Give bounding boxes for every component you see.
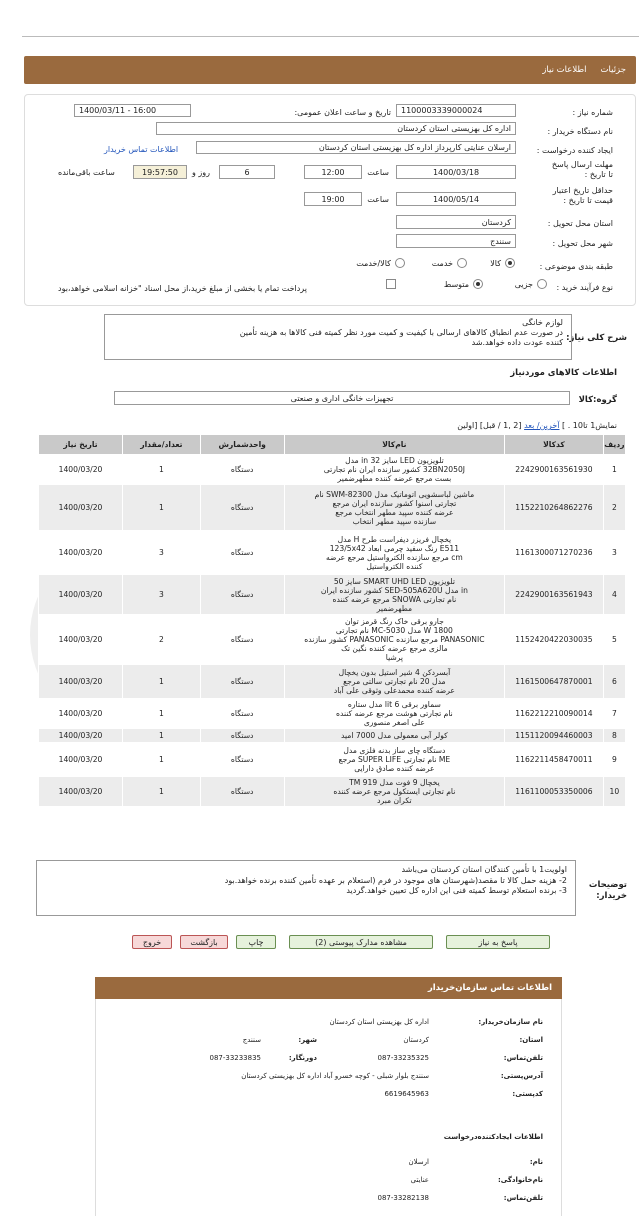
tab-need-info[interactable]: اطلاعات نیاز xyxy=(542,65,587,75)
contact-title: اطلاعات تماس سازمان‌خریدار xyxy=(95,977,562,999)
province-label: استان محل تحویل : xyxy=(547,219,613,228)
cell-code: 1162211458470011 xyxy=(505,743,604,777)
remaining-time-field: 19:57:50 xyxy=(133,165,187,179)
cell-name xyxy=(284,531,504,575)
contact-panel xyxy=(95,977,562,1216)
cell-row: 5 xyxy=(603,615,625,665)
cell-name xyxy=(284,777,504,807)
cell-date: 1400/03/20 xyxy=(39,455,123,485)
exit-button[interactable]: خروج xyxy=(132,935,172,949)
table-row xyxy=(39,531,626,575)
group-field: تجهیزات خانگی اداری و صنعتی xyxy=(114,391,570,405)
notes-line-2: 2- هزینه حمل کالا تا مقصد(شهرستان های موجود در فرم (استعلام بر عهده تأمین کننده برنده خواهد.بود xyxy=(224,875,567,885)
cell-row: 3 xyxy=(603,531,625,575)
cell-unit: دستگاه xyxy=(200,665,284,699)
cell-unit: دستگاه xyxy=(200,743,284,777)
cell-name xyxy=(284,575,504,615)
notes-line-3: 3- برنده استعلام توسط کمیته فنی این اداره کل تعیین خواهد.گردید xyxy=(346,886,567,895)
cell-date: 1400/03/20 xyxy=(39,665,123,699)
cell-qty: 1 xyxy=(123,729,201,743)
cell-date: 1400/03/20 xyxy=(39,729,123,743)
cell-unit: دستگاه xyxy=(200,729,284,743)
creator-label: ایجاد کننده درخواست : xyxy=(536,146,613,155)
cell-code: 1152210264862276 xyxy=(505,485,604,531)
print-button[interactable]: چاپ xyxy=(236,935,276,949)
item-name-line: جارو برقی خاک رنگ قرمز توان xyxy=(344,617,444,626)
cell-code: 1161300071270236 xyxy=(505,531,604,575)
cell-row: 1 xyxy=(603,455,625,485)
contact-city-value: سنندج xyxy=(242,1036,261,1044)
item-name-line: 1800 W مدل MC-5030 نام تجارتی xyxy=(335,626,453,635)
col-qty: تعداد/مقدار xyxy=(123,435,201,455)
cell-row: 2 xyxy=(603,485,625,531)
cell-name xyxy=(284,699,504,729)
category-label: طبقه بندی موضوعی : xyxy=(539,262,613,271)
cell-name xyxy=(284,455,504,485)
creator-family-value: عنایتی xyxy=(410,1176,429,1184)
province-field: کردستان xyxy=(396,215,516,229)
summary-box xyxy=(104,314,572,360)
cell-date: 1400/03/20 xyxy=(39,743,123,777)
goods-table xyxy=(38,434,626,807)
cell-row: 4 xyxy=(603,575,625,615)
item-name-line: یخچال فریزر دیفراست طرح H مدل xyxy=(337,534,452,544)
item-name-line: پرشیا xyxy=(385,653,404,662)
cell-name xyxy=(284,729,504,743)
buyer-contact-link[interactable]: اطلاعات تماس خریدار xyxy=(104,145,179,154)
cell-name xyxy=(284,665,504,699)
radio-medium-label: متوسط xyxy=(443,279,469,289)
need-number-field: 1100003339000024 xyxy=(396,104,516,117)
item-name-line: سماور برقی 6 lit مدل ستاره xyxy=(347,700,441,709)
group-label: گروه:کالا xyxy=(578,395,617,405)
radio-service-label: خدمت xyxy=(431,258,453,268)
cell-row: 7 xyxy=(603,699,625,729)
table-row xyxy=(39,575,626,615)
process-partial-option[interactable] xyxy=(515,279,547,289)
cell-unit: دستگاه xyxy=(200,531,284,575)
cell-date: 1400/03/20 xyxy=(39,777,123,807)
validity-time-label: ساعت xyxy=(367,195,389,204)
postal-label: کدپستی: xyxy=(512,1090,543,1098)
category-service-option[interactable] xyxy=(432,258,467,268)
category-goods-service-option[interactable] xyxy=(356,258,405,268)
announce-field: 1400/03/11 - 16:00 xyxy=(74,104,191,117)
creator-field: ارسلان عنایتی کارپرداز اداره کل بهزیستی استان کردستان xyxy=(196,141,516,154)
item-name-line: مطهرضمیر xyxy=(376,603,413,613)
item-name-line: cm مرجع سازنده الکترواستیل مرجع عرضه xyxy=(325,552,463,562)
address-label: آدرس‌پستی: xyxy=(500,1072,543,1080)
creator-family-label: نام‌خانوادگی: xyxy=(497,1176,543,1184)
item-name-line: عرضه کننده سپید مطهر انتخاب مرجع xyxy=(335,507,454,517)
item-name-line: آبسردکن 4 شیر استیل بدون یخچال xyxy=(338,668,451,677)
col-row: ردیف xyxy=(603,435,625,455)
cell-code: 1151120094460003 xyxy=(505,729,604,743)
item-name-line: مالزی مرجع عرضه کننده نگین تک xyxy=(341,644,448,653)
cell-unit: دستگاه xyxy=(200,575,284,615)
pager-links[interactable]: آخرین/ بعد xyxy=(524,421,560,430)
radio-goods-service-label: کالا/خدمت xyxy=(356,258,391,268)
item-name-line: عرضه کننده محمدعلی وثوقی علی آباد xyxy=(333,686,455,695)
item-name-line: نام تجارتی ایستکول مرجع عرضه کننده xyxy=(333,787,456,796)
cell-qty: 1 xyxy=(123,777,201,807)
item-name-line: E511 رنگ سفید چرمی ابعاد 123/5x42 xyxy=(329,543,460,553)
validity-time-field: 19:00 xyxy=(304,192,362,206)
cell-row: 9 xyxy=(603,743,625,777)
col-unit: واحدشمارش xyxy=(200,435,284,455)
table-row xyxy=(39,777,626,807)
validity-date-field: 1400/05/14 xyxy=(396,192,516,206)
cell-qty: 3 xyxy=(123,575,201,615)
pager-pages[interactable]: [2 ,1 / قبل] [اولین xyxy=(457,421,522,430)
contact-province-label: استان: xyxy=(519,1036,543,1044)
address-value: سنندج بلوار شبلی - کوچه خسرو آباد اداره کل بهزیستی کردستان xyxy=(241,1072,429,1080)
cell-qty: 2 xyxy=(123,615,201,665)
summary-line-3: کننده عودت داده خواهد.شد xyxy=(471,338,563,347)
radio-partial-label: جزیی xyxy=(514,279,533,289)
deadline-date-field: 1400/03/18 xyxy=(396,165,516,179)
item-name-line: ME نام تجارتی SUPER LIFE مرجع xyxy=(338,755,451,764)
item-name-line: نام تجارتی SNOWA مرجع عرضه کننده xyxy=(332,594,457,604)
radio-goods-label: کالا xyxy=(490,258,501,268)
item-name-line: کننده الکترواستیل xyxy=(366,561,423,571)
tab-details[interactable]: جزئیات xyxy=(600,65,626,75)
contact-city-label: شهر: xyxy=(298,1036,317,1044)
fax-label: دورنگار: xyxy=(288,1054,317,1062)
table-row xyxy=(39,485,626,531)
deadline-label: مهلت ارسال پاسخ تا تاریخ : xyxy=(551,160,613,179)
days-label: روز و xyxy=(192,168,210,177)
item-name-line: کولر آبی معمولی مدل 7000 امید xyxy=(341,731,448,740)
cell-unit: دستگاه xyxy=(200,777,284,807)
item-name-line: 32BN2050J کشور سازنده ایران نام تجارتی xyxy=(323,465,466,474)
item-name-line: علی اصغر منصوری xyxy=(363,718,425,727)
cell-unit: دستگاه xyxy=(200,455,284,485)
radio-service[interactable] xyxy=(457,258,467,268)
cell-date: 1400/03/20 xyxy=(39,575,123,615)
item-name-line: یخچال 9 فوت مدل TM 919 xyxy=(349,778,440,787)
buyer-label: نام دستگاه خریدار : xyxy=(547,127,613,136)
payment-note: پرداخت تمام یا بخشی از مبلغ خرید،از محل اسناد "خزانه اسلامی خواهد،بود xyxy=(58,284,307,293)
cell-row: 10 xyxy=(603,777,625,807)
category-goods-option[interactable] xyxy=(490,258,515,268)
creator-name-value: ارسلان xyxy=(408,1158,429,1166)
payment-checkbox[interactable] xyxy=(386,279,396,289)
item-name-line: عرضه کننده صادق دارایی xyxy=(354,764,435,773)
need-number-label: شماره نیاز : xyxy=(572,108,613,117)
col-code: کدکالا xyxy=(505,435,604,455)
cell-name xyxy=(284,615,504,665)
item-name-line: سازنده سپید مطهر انتخاب xyxy=(352,516,437,526)
notes-label: توضیحات خریدار: xyxy=(588,880,627,901)
radio-medium[interactable] xyxy=(473,279,483,289)
cell-qty: 1 xyxy=(123,699,201,729)
creator-phone-value: 087-33282138 xyxy=(377,1194,429,1202)
cell-date: 1400/03/20 xyxy=(39,485,123,531)
city-field: سنندج xyxy=(396,234,516,248)
table-row xyxy=(39,615,626,665)
org-label: نام سازمان‌خریدار: xyxy=(478,1018,543,1026)
postal-value: 6619645963 xyxy=(384,1090,429,1098)
summary-label: شرح کلی نیاز: xyxy=(566,333,627,343)
radio-partial[interactable] xyxy=(537,279,547,289)
item-name-line: نام تجارتی هوشت مرجع عرضه کننده xyxy=(336,709,453,718)
cell-row: 8 xyxy=(603,729,625,743)
creator-phone-label: تلفن‌تماس: xyxy=(503,1194,543,1202)
creator-name-label: نام: xyxy=(529,1158,543,1166)
cell-code: 1161500647870001 xyxy=(505,665,604,699)
item-name-line: مدل 20 نام تجارتی سالتی مرجع xyxy=(343,677,446,686)
creator-info-title: اطلاعات ایجادکننده‌درخواست xyxy=(443,1133,543,1141)
item-name-line: PANASONIC مرجع سازنده PANASONIC کشور سازنده xyxy=(304,635,485,644)
cell-code: 2242900163561930 xyxy=(505,455,604,485)
item-name-line: تلویزیون LED سایز 32 in مدل xyxy=(345,456,444,465)
radio-goods[interactable] xyxy=(505,258,515,268)
city-label: شهر محل تحویل : xyxy=(552,239,613,248)
col-name: نام‌کالا xyxy=(284,435,504,455)
cell-code: 1152420422030035 xyxy=(505,615,604,665)
item-name-line: دستگاه چای ساز بدنه فلزی مدل xyxy=(343,746,446,755)
cell-unit: دستگاه xyxy=(200,615,284,665)
phone-value: 087-33235325 xyxy=(377,1054,429,1062)
cell-unit: دستگاه xyxy=(200,699,284,729)
days-field: 6 xyxy=(219,165,275,179)
page-header xyxy=(24,56,636,84)
col-date: تاریخ نیاز xyxy=(39,435,123,455)
summary-line-2: در صورت عدم انطباق کالاهای ارسالی با کیفیت و کمیت مورد نظر کمیته فنی کالاها به هزینه تأمین xyxy=(239,328,563,337)
org-value: اداره کل بهزیستی استان کردستان xyxy=(329,1018,429,1026)
cell-qty: 1 xyxy=(123,665,201,699)
buyer-field: اداره کل بهزیستی استان کردستان xyxy=(156,122,516,135)
cell-date: 1400/03/20 xyxy=(39,531,123,575)
cell-name xyxy=(284,743,504,777)
summary-line-1: لوازم خانگی xyxy=(522,318,563,327)
cell-date: 1400/03/20 xyxy=(39,615,123,665)
notes-line-1: اولویت1 با تأمین کنندگان استان کردستان می‌باشد xyxy=(401,865,567,874)
item-name-line: تجارتی اسنوا کشور سازنده ایران مرجع xyxy=(332,498,457,508)
deadline-time-field: 12:00 xyxy=(304,165,362,179)
announce-label: تاریخ و ساعت اعلان عمومی: xyxy=(294,108,391,117)
back-button[interactable]: بازگشت xyxy=(180,935,228,949)
cell-qty: 1 xyxy=(123,743,201,777)
reply-button[interactable]: پاسخ به نیاز xyxy=(446,935,550,949)
cell-unit: دستگاه xyxy=(200,485,284,531)
deadline-time-label: ساعت xyxy=(367,168,389,177)
attachments-button[interactable]: مشاهده مدارک پیوستی (2) xyxy=(289,935,433,949)
table-row xyxy=(39,699,626,729)
fax-value: 087-33233835 xyxy=(209,1054,261,1062)
item-name-line: تلویزیون SMART UHD LED سایز 50 xyxy=(333,576,455,586)
cell-qty: 3 xyxy=(123,531,201,575)
radio-goods-service[interactable] xyxy=(395,258,405,268)
cell-qty: 1 xyxy=(123,485,201,531)
table-row xyxy=(39,455,626,485)
table-row xyxy=(39,743,626,777)
cell-row: 6 xyxy=(603,665,625,699)
validity-label: حداقل تاریخ اعتبار قیمت تا تاریخ : xyxy=(552,186,613,205)
pager-range: نمایش1 تا10 . ] xyxy=(562,421,617,430)
item-name-line: in مدل SED-505A620U کشور سازنده ایران xyxy=(320,585,468,595)
cell-code: 1161100053350006 xyxy=(505,777,604,807)
notes-box xyxy=(36,860,576,916)
item-name-line: ماشین لباسشویی اتوماتیک مدل SWM-82300 نام xyxy=(314,489,475,499)
cell-name xyxy=(284,485,504,531)
contact-province-value: کردستان xyxy=(403,1036,429,1044)
pager xyxy=(457,421,617,430)
phone-label: تلفن‌تماس: xyxy=(503,1054,543,1062)
item-name-line: بست مرجع عرضه کننده مطهرضمیر xyxy=(337,474,452,483)
goods-section-title: اطلاعات کالاهای موردنیاز xyxy=(510,368,617,378)
cell-qty: 1 xyxy=(123,455,201,485)
top-divider xyxy=(22,36,639,37)
remaining-label: ساعت باقی‌مانده xyxy=(58,168,115,177)
cell-code: 1162212210090014 xyxy=(505,699,604,729)
process-medium-option[interactable] xyxy=(444,279,483,289)
item-name-line: تکران مبرد xyxy=(377,796,412,805)
cell-date: 1400/03/20 xyxy=(39,699,123,729)
process-label: نوع فرآیند خرید : xyxy=(556,283,613,292)
cell-code: 2242900163561943 xyxy=(505,575,604,615)
table-row xyxy=(39,729,626,743)
table-row xyxy=(39,665,626,699)
